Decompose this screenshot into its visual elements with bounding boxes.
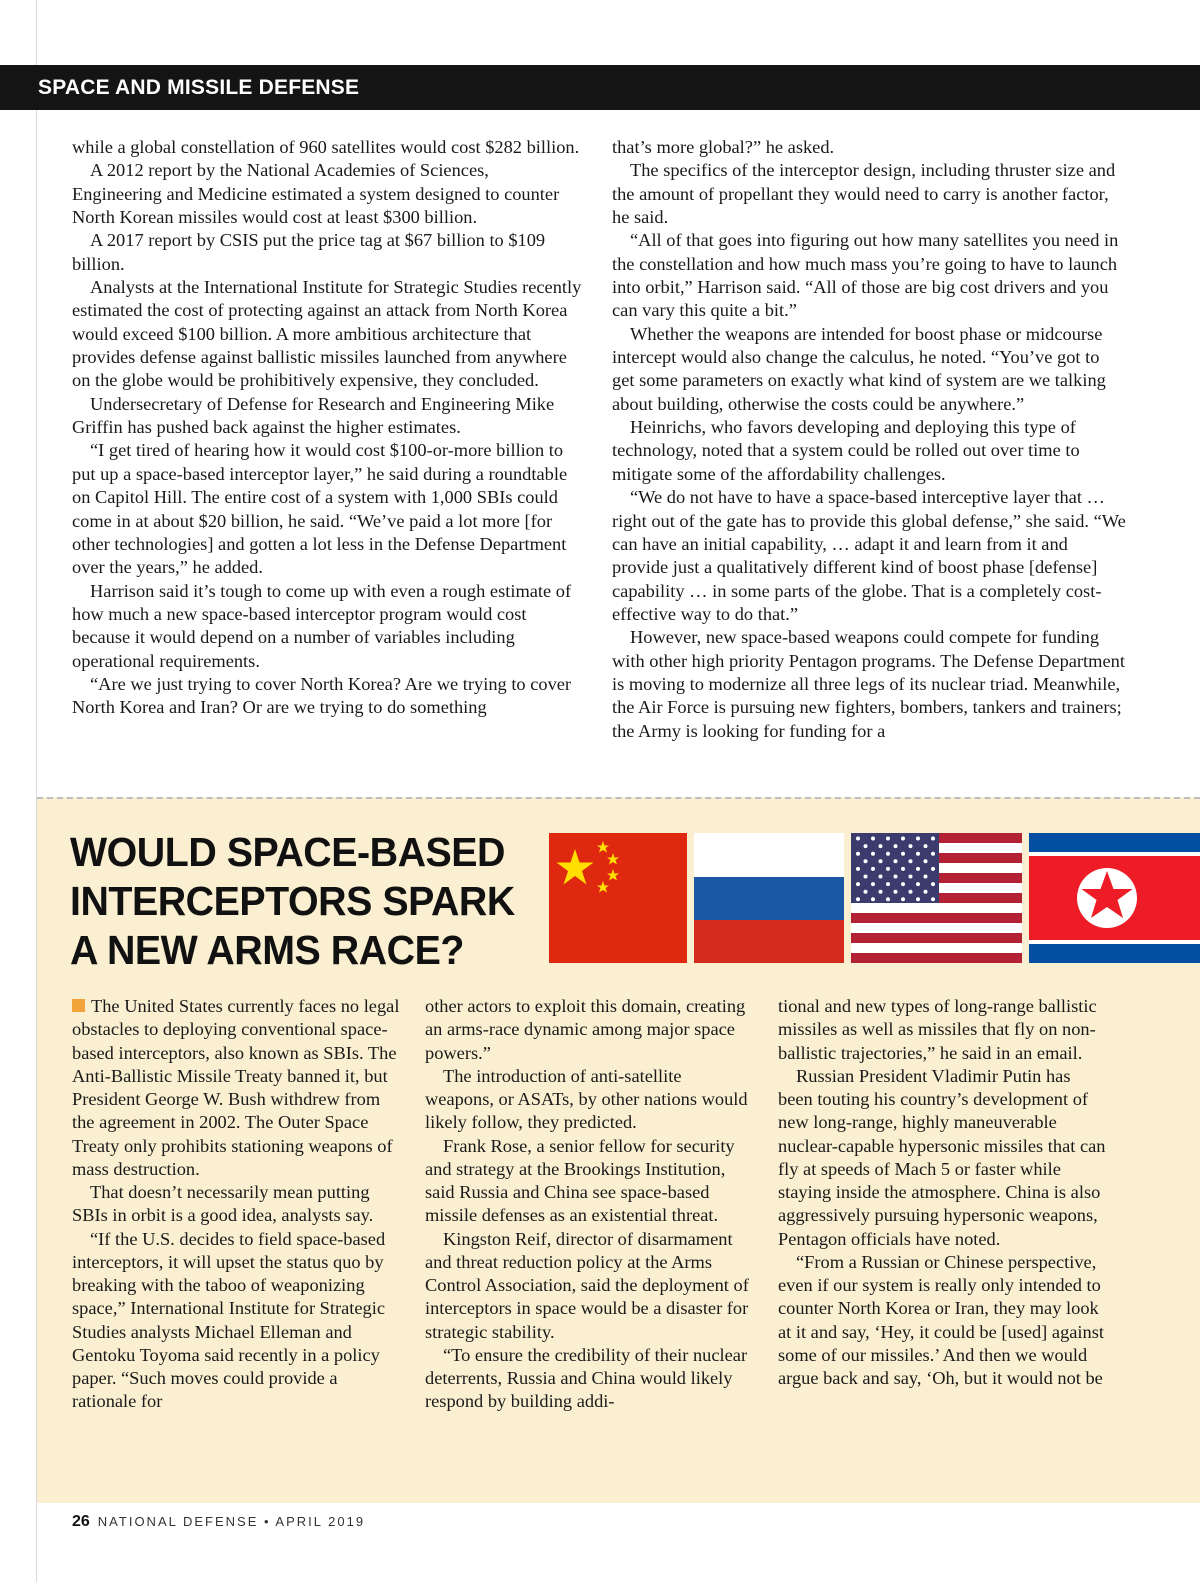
article-paragraph: The specifics of the interceptor design, including thruster size and the amount of propellant they would need to carry is another factor, he said. — [612, 160, 1116, 228]
article-paragraph: “I get tired of hearing how it would cost $100-or-more billion to put up a space-based interceptor layer,” he said during a roundtable on Capitol Hill. The entire cost of a system with 1,000 SBIs could come in at about $20 billion, he said. “We’ve paid a lot more [for other technologies] and gotten a lot less in the Defense Department over the years,” he added. — [72, 440, 568, 578]
sidebar-paragraph: Frank Rose, a senior fellow for security and strategy at the Brookings Institution, said Russia and China see space-based missile defenses as an existential threat. — [425, 1135, 735, 1226]
page-number: 26 — [72, 1513, 90, 1530]
sidebar-paragraph: Kingston Reif, director of disarmament and threat reduction policy at the Arms Control Association, said the deployment of interceptors in space would be a disaster for strategic stability. — [425, 1228, 749, 1342]
sidebar-column-2 — [425, 995, 755, 1414]
orange-square-bullet-icon — [72, 999, 85, 1012]
article-column-1 — [72, 136, 582, 720]
article-paragraph: Undersecretary of Defense for Research and Engineering Mike Griffin has pushed back against the higher estimates. — [72, 393, 555, 438]
publication-line: NATIONAL DEFENSE • APRIL 2019 — [97, 1514, 366, 1529]
page-footer — [72, 1513, 365, 1531]
sidebar-paragraph: “To ensure the credibility of their nuclear deterrents, Russia and China would likely respond by building addi- — [425, 1344, 748, 1412]
article-paragraph: “Are we just trying to cover North Korea? Are we trying to cover North Korea and Iran? Or are we trying to do something — [72, 673, 572, 718]
sidebar-paragraph-text: The United States currently faces no legal obstacles to deploying conventional space-based interceptors, also known as SBIs. The Anti-Ballistic Missile Treaty banned it, but President George W. Bush withdrew from the agreement in 2002. The Outer Space Treaty only prohibits stationing weapons of mass destruction. — [72, 996, 400, 1179]
article-paragraph: However, new space-based weapons could compete for funding with other high priority Pentagon programs. The Defense Department is moving to modernize all three legs of its nuclear triad. Meanwhile, the Air Force is pursuing new fighters, bombers, tankers and trainers; the Army is looking for funding for a — [612, 627, 1125, 741]
section-header-title: SPACE AND MISSILE DEFENSE — [38, 76, 360, 99]
sidebar-paragraph: “If the U.S. decides to field space-based interceptors, it will upset the status quo by breaking with the taboo of weaponizing space,” International Institute for Strategic Studies analysts Michael Elleman and Gentoku Toyoma said recently in a policy paper. “Such moves could provide a rationale for — [72, 1228, 386, 1412]
article-paragraph: A 2017 report by CSIS put the price tag at $67 billion to $109 billion. — [72, 230, 546, 274]
usa-flag-icon — [851, 833, 1022, 963]
sidebar-paragraph: Russian President Vladimir Putin has been touting his country’s development of new long-range, highly maneuverable nuclear-capable hypersonic missiles that can fly at speeds of Mach 5 or faster while staying inside the atmosphere. China is also aggressively pursuing hypersonic weapons, Pentagon officials have noted. — [778, 1065, 1106, 1249]
article-column-2 — [612, 136, 1126, 743]
sidebar-column-1 — [72, 995, 402, 1414]
sidebar-column-3 — [778, 995, 1108, 1390]
article-paragraph: Harrison said it’s tough to come up with even a rough estimate of how much a new space-based interceptor program would cost because it would depend on a number of variables including operational requirements. — [72, 580, 572, 671]
sidebar-paragraph: tional and new types of long-range ballistic missiles as well as missiles that fly on non-ballistic trajectories,” he said in an email. — [778, 996, 1097, 1063]
article-paragraph: Whether the weapons are intended for boost phase or midcourse intercept would also change the calculus, he noted. “You’ve got to get some parameters on exactly what kind of system are we talking about building, otherwise the costs could be anywhere.” — [612, 323, 1106, 414]
sidebar-title: WOULD SPACE-BASED INTERCEPTORS SPARK A NEW ARMS RACE? — [70, 829, 515, 973]
sidebar-paragraph: other actors to exploit this domain, creating an arms-race dynamic among major space powers.” — [425, 996, 746, 1063]
article-paragraph: while a global constellation of 960 satellites would cost $282 billion. — [72, 137, 580, 157]
article-paragraph: Analysts at the International Institute for Strategic Studies recently estimated the cost of protecting against an attack from North Korea would exceed $100 billion. A more ambitious architecture that provides defense against ballistic missiles launched from anywhere on the globe would be prohibitively expensive, they concluded. — [72, 277, 582, 391]
section-header-bar — [0, 65, 1200, 110]
china-flag-icon — [549, 833, 687, 963]
article-paragraph: that’s more global?” he asked. — [612, 137, 835, 157]
north-korea-flag-icon — [1029, 833, 1200, 963]
article-paragraph: “All of that goes into figuring out how many satellites you need in the constellation and how much mass you’re going to have to launch into orbit,” Harrison said. “All of those are big cost drivers and you can vary this quite a bit.” — [612, 230, 1119, 321]
sidebar-box — [37, 797, 1200, 1503]
sidebar-paragraph — [72, 995, 402, 1181]
russia-flag-icon — [694, 833, 844, 963]
article-paragraph: Heinrichs, who favors developing and deploying this type of technology, noted that a system could be rolled out over time to mitigate some of the affordability challenges. — [612, 417, 1080, 484]
sidebar-paragraph: “From a Russian or Chinese perspective, even if our system is really only intended to counter North Korea or Iran, they may look at it and say, ‘Hey, it could be [used] against some of our missiles.’ And then we would argue back and say, ‘Oh, but it would not be — [778, 1251, 1104, 1388]
sidebar-paragraph: That doesn’t necessarily mean putting SBIs in orbit is a good idea, analysts say. — [72, 1182, 374, 1226]
sidebar-paragraph: The introduction of anti-satellite weapons, or ASATs, by other nations would likely follow, they predicted. — [425, 1065, 748, 1133]
article-paragraph: “We do not have to have a space-based interceptive layer that … right out of the gate has to provide this global defense,” she said. “We can have an initial capability, … adapt it and learn from it and provide just a qualitatively different kind of boost phase [defense] capability … in some parts of the globe. That is a completely cost-effective way to do that.” — [612, 487, 1126, 624]
article-paragraph: A 2012 report by the National Academies of Sciences, Engineering and Medicine estimated a system designed to counter North Korean missiles would cost at least $300 billion. — [72, 160, 560, 228]
